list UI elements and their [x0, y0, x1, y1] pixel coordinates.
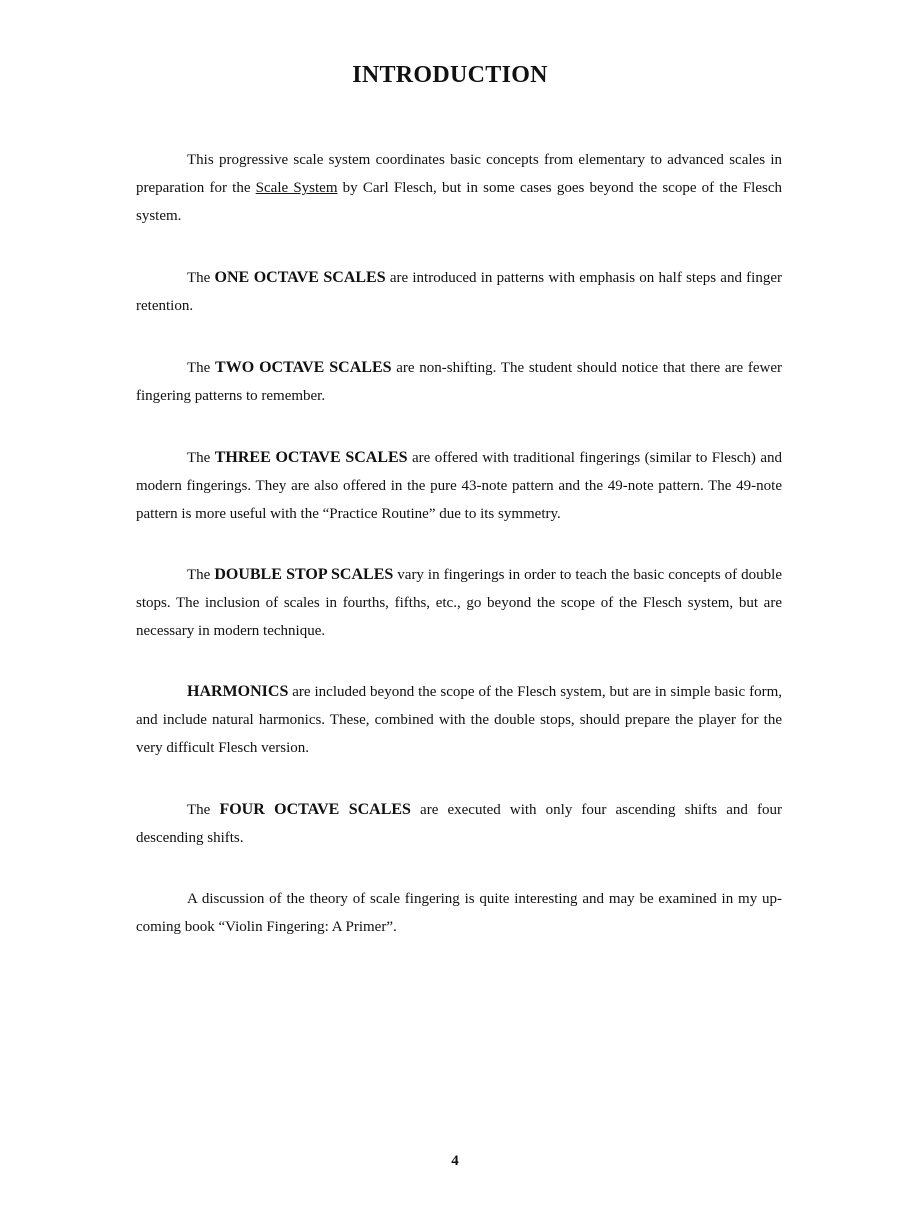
term-one-octave-scales: ONE OCTAVE SCALES	[214, 269, 386, 286]
paragraph-text: vary in fingerings in order to teach the basic concepts of double stops. The inclusion of scales in fourths, fifths, etc., go beyond the scope of the Flesch system, but are necessary in modern technique.	[136, 567, 783, 639]
paragraph-text: A discussion of the theory of scale fingering is quite interesting and may be examined in my up-coming book “Violin Fingering: A Primer”.	[136, 891, 782, 935]
paragraph-text: by Carl Flesch, but in some cases goes beyond the scope of the Flesch system.	[136, 180, 783, 224]
paragraph-double-stop	[136, 561, 782, 645]
paragraph-text: This progressive scale system coordinates basic concepts from elementary to advanced scales in preparation for the	[136, 152, 782, 196]
paragraph-fingering-theory	[136, 885, 782, 941]
term-three-octave-scales: THREE OCTAVE SCALES	[214, 449, 408, 466]
scale-system-title: Scale System	[255, 180, 338, 196]
paragraph-text: are non-shifting. The student should notice that there are fewer fingering patterns to remember.	[136, 360, 782, 404]
page-number: 4	[451, 1153, 459, 1169]
term-two-octave-scales: TWO OCTAVE SCALES	[215, 359, 392, 376]
term-harmonics: HARMONICS	[187, 683, 289, 700]
paragraph-text: are included beyond the scope of the Flesch system, but are in simple basic form, and include natural harmonics. These, combined with the double stops, should prepare the player for the very difficult Flesch version.	[136, 684, 782, 756]
paragraph-three-octave	[136, 444, 782, 528]
paragraph-one-octave	[136, 264, 782, 320]
paragraph-harmonics	[136, 678, 782, 762]
term-four-octave-scales: FOUR OCTAVE SCALES	[219, 801, 411, 818]
paragraph-text: are executed with only four ascending shifts and four descending shifts.	[136, 802, 782, 846]
paragraph-two-octave	[136, 354, 782, 410]
paragraph-lead: The	[187, 450, 215, 466]
paragraph-four-octave	[136, 796, 782, 852]
paragraph-lead: The	[187, 802, 220, 818]
paragraph-text: are introduced in patterns with emphasis on half steps and finger retention.	[136, 270, 782, 314]
term-double-stop-scales: DOUBLE STOP SCALES	[214, 566, 394, 583]
paragraph-lead: The	[187, 567, 215, 583]
paragraph-lead: The	[187, 360, 216, 376]
paragraph-scale-system	[136, 146, 782, 230]
paragraph-lead: The	[187, 270, 215, 286]
page-title: INTRODUCTION	[352, 62, 548, 88]
paragraph-text: are offered with traditional fingerings (similar to Flesch) and modern fingerings. They are also offered in the pure 43-note pattern and the 49-note pattern. The 49-note pattern is more useful with the “Practice Routine” due to its symmetry.	[136, 450, 783, 522]
